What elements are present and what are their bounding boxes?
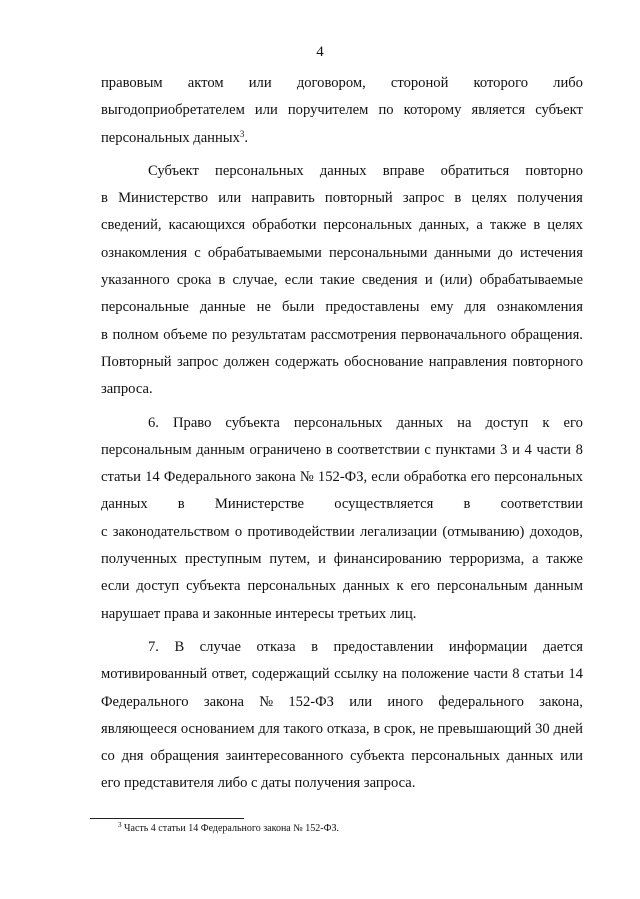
word: истечения: [520, 244, 583, 261]
paragraph: [101, 634, 583, 798]
word: (отмыванию): [442, 523, 525, 540]
word: информации: [448, 638, 528, 655]
word: сведений,: [101, 217, 162, 234]
word: превышающий: [437, 720, 532, 737]
word: 8: [512, 666, 520, 683]
word: соответствии: [500, 496, 583, 513]
word: Федерального: [163, 469, 252, 486]
word: или: [349, 693, 373, 710]
word: или: [560, 748, 583, 765]
word: в: [101, 190, 108, 207]
word: обращения: [150, 748, 219, 765]
word: содержать: [274, 353, 339, 370]
page-number: 4: [316, 44, 324, 60]
word: обрабатываемыми: [207, 244, 322, 261]
word: содержащий: [251, 666, 330, 683]
footnote-separator: [90, 818, 244, 819]
word: или: [254, 102, 278, 119]
word: субъект: [535, 102, 583, 119]
word: персональных: [293, 414, 383, 431]
word: случае,: [232, 272, 278, 289]
text-line: [101, 322, 583, 349]
text-line: [101, 158, 583, 185]
punctuation: .: [244, 129, 249, 146]
line-text: персональных данных: [101, 129, 240, 146]
word: Министерство: [118, 190, 209, 207]
word: на: [382, 666, 398, 683]
text-line: [101, 97, 583, 124]
paragraph: [101, 158, 583, 404]
word: если: [371, 469, 400, 486]
text-line: [101, 267, 583, 294]
word: №: [299, 469, 314, 486]
word: направления: [428, 353, 508, 370]
text-line: [101, 410, 583, 437]
word: ему: [430, 299, 454, 316]
word: пунктами: [435, 441, 496, 458]
word: были: [281, 299, 315, 316]
word: финансированию: [333, 551, 442, 568]
text-line: [101, 240, 583, 267]
word: запрос: [402, 190, 445, 207]
word: к: [542, 414, 550, 431]
line-text: запроса.: [101, 381, 153, 398]
word: предоставлены: [325, 299, 420, 316]
text-line: [101, 212, 583, 239]
word: путем,: [269, 551, 311, 568]
word: 14: [145, 469, 160, 486]
word: осуществляется: [334, 496, 434, 513]
word: персональным: [436, 578, 528, 595]
word: для: [258, 720, 280, 737]
word: части: [473, 666, 508, 683]
word: должен: [223, 353, 270, 370]
text-line: [101, 743, 583, 770]
text-line: [101, 519, 583, 546]
word: Повторный: [101, 353, 172, 370]
word: субъекта: [186, 578, 241, 595]
word: срок,: [384, 720, 416, 737]
word: повторного: [512, 353, 583, 370]
word: с: [194, 244, 201, 261]
word: дня: [121, 748, 144, 765]
word: направить: [251, 190, 315, 207]
word: срока: [176, 272, 212, 289]
word: Министерстве: [214, 496, 305, 513]
word: указанного: [101, 272, 170, 289]
word: получения: [517, 190, 583, 207]
word: преступным: [184, 551, 262, 568]
footnote: [118, 823, 339, 834]
word: запрос: [176, 353, 219, 370]
word: терроризма,: [449, 551, 525, 568]
word: а: [532, 551, 539, 568]
word: в: [101, 326, 108, 343]
paragraph: [101, 410, 583, 628]
word: обратиться: [440, 162, 510, 179]
word: ответ,: [211, 666, 248, 683]
word: иного: [387, 693, 424, 710]
footnote-reference: 3: [239, 128, 245, 139]
word: В: [174, 638, 185, 655]
word: доступ: [485, 414, 529, 431]
word: полученных: [101, 551, 178, 568]
word: в: [373, 720, 381, 737]
word: договором,: [296, 75, 366, 91]
word: повторный: [324, 190, 393, 207]
text-line: [101, 601, 583, 628]
word: обработка: [403, 469, 467, 486]
word: целях: [547, 217, 583, 234]
word: противодействии: [247, 523, 355, 540]
word: закона,: [539, 693, 583, 710]
word: 14: [568, 666, 583, 683]
word: статьи: [523, 666, 564, 683]
text-line: [101, 661, 583, 688]
word: ознакомления: [496, 299, 583, 316]
word: федерального: [438, 693, 524, 710]
text-line: [101, 634, 583, 661]
word: субъекта: [225, 414, 280, 431]
word: заинтересованного: [225, 748, 344, 765]
text-line: [101, 689, 583, 716]
word: мотивированный: [101, 666, 208, 683]
word: объеме: [163, 326, 208, 343]
footnote-marker: 3: [118, 821, 122, 829]
text-line: [101, 491, 583, 518]
text-line: [101, 185, 583, 212]
line-text: его представителя либо с даты получения запроса.: [101, 775, 416, 792]
word: поручителем: [287, 102, 369, 119]
word: части: [536, 441, 571, 458]
word: данными: [434, 244, 491, 261]
word: закона: [255, 469, 296, 486]
word: законодательством: [112, 523, 230, 540]
word: легализации: [359, 523, 438, 540]
word: не: [419, 720, 434, 737]
word: такие: [320, 272, 355, 289]
word: целях: [471, 190, 508, 207]
word: его: [410, 578, 430, 595]
word: данные: [199, 299, 246, 316]
word: со: [101, 748, 115, 765]
word: которого: [473, 75, 528, 91]
paragraph: [101, 70, 583, 152]
word: в: [177, 496, 185, 513]
word: 3: [500, 441, 508, 458]
word: стороной: [390, 75, 449, 91]
word: не: [256, 299, 271, 316]
word: данным: [534, 578, 583, 595]
word: 152-ФЗ: [288, 693, 334, 710]
document-body: [101, 70, 583, 798]
text-line: [101, 464, 583, 491]
word: Федерального: [101, 693, 189, 710]
word: или: [218, 190, 242, 207]
word: ссылку: [334, 666, 379, 683]
word: персональных: [247, 578, 337, 595]
word: обрабатываемые: [479, 272, 583, 289]
word: статьи: [101, 469, 141, 486]
word: его: [563, 414, 583, 431]
word: его: [470, 469, 491, 486]
word: отказа,: [326, 720, 370, 737]
word: персональными: [329, 244, 428, 261]
word: в: [533, 217, 541, 234]
word: в: [325, 441, 333, 458]
word: вправе: [382, 162, 425, 179]
word: и: [512, 441, 520, 458]
word: предоставлении: [333, 638, 434, 655]
word: и: [424, 272, 433, 289]
word: полном: [112, 326, 159, 343]
word: обращения.: [510, 326, 583, 343]
word: дней: [553, 720, 583, 737]
word: Право: [172, 414, 212, 431]
word: если: [101, 578, 130, 595]
text-line: [101, 376, 583, 403]
word: является: [471, 102, 526, 119]
text-line: [101, 770, 583, 797]
word: доступ: [136, 578, 180, 595]
word: данных: [319, 162, 367, 179]
word: первоначального: [400, 326, 507, 343]
word: повторно: [525, 162, 583, 179]
word: доходов,: [529, 523, 583, 540]
word: в: [454, 190, 462, 207]
word: персональных: [215, 162, 304, 179]
word: данных: [396, 414, 444, 431]
word: 7.: [148, 638, 159, 655]
word: данных: [506, 748, 554, 765]
text-line: [101, 349, 583, 376]
word: основанием: [180, 720, 255, 737]
word: на: [457, 414, 472, 431]
word: актом: [187, 75, 224, 91]
text-line: [101, 70, 583, 97]
word: персональным: [101, 441, 192, 458]
word: либо: [553, 75, 583, 91]
word: результатам: [231, 326, 307, 343]
word: отказа: [256, 638, 296, 655]
word: данным: [196, 441, 245, 458]
word: 6.: [148, 414, 159, 431]
word: а: [476, 217, 483, 234]
word: для: [464, 299, 486, 316]
word: если: [284, 272, 314, 289]
word: персональные: [101, 299, 189, 316]
word: персональных: [494, 469, 583, 486]
word: закона: [203, 693, 244, 710]
word: обоснование: [344, 353, 424, 370]
word: случае: [199, 638, 242, 655]
word: до: [498, 244, 513, 261]
word: сведения: [361, 272, 418, 289]
word: о: [234, 523, 243, 540]
word: положение: [401, 666, 470, 683]
word: (или): [439, 272, 473, 289]
word: персональных: [411, 748, 500, 765]
word: с: [101, 523, 108, 540]
word: такого: [283, 720, 324, 737]
word: также: [546, 551, 583, 568]
word: с: [424, 441, 431, 458]
word: данных,: [419, 217, 470, 234]
word: рассмотрения: [310, 326, 397, 343]
word: ознакомления: [101, 244, 188, 261]
word: субъекта: [350, 748, 405, 765]
footnote-text: Часть 4 статьи 14 Федерального закона № 152-ФЗ.: [121, 823, 340, 834]
text-line: [101, 716, 583, 743]
word: правовым: [101, 75, 163, 91]
word: данных: [343, 578, 390, 595]
word: персональных: [323, 217, 413, 234]
word: данных: [101, 496, 148, 513]
word: №: [259, 693, 274, 710]
word: в: [218, 272, 226, 289]
text-line: [101, 546, 583, 573]
word: соответствии: [337, 441, 420, 458]
text-line: [101, 294, 583, 321]
word: в: [311, 638, 318, 655]
word: касающихся: [168, 217, 246, 234]
text-line: [101, 125, 583, 152]
word: к: [396, 578, 404, 595]
word: 4: [524, 441, 532, 458]
line-text: нарушает права и законные интересы третьих лиц.: [101, 605, 417, 622]
word: дается: [542, 638, 583, 655]
word: которому: [403, 102, 462, 119]
word: также: [489, 217, 527, 234]
word: обработки: [252, 217, 317, 234]
word: по: [211, 326, 228, 343]
word: ограничено: [249, 441, 322, 458]
word: выгодоприобретателем: [101, 102, 245, 119]
word: Субъект: [148, 162, 199, 179]
word: и: [318, 551, 326, 568]
word: являющееся: [101, 720, 178, 737]
word: в: [463, 496, 471, 513]
word: 30: [535, 720, 550, 737]
word: 152-ФЗ,: [317, 469, 368, 486]
text-line: [101, 573, 583, 600]
text-line: [101, 437, 583, 464]
word: 8: [575, 441, 583, 458]
word: по: [378, 102, 394, 119]
word: или: [248, 75, 272, 91]
